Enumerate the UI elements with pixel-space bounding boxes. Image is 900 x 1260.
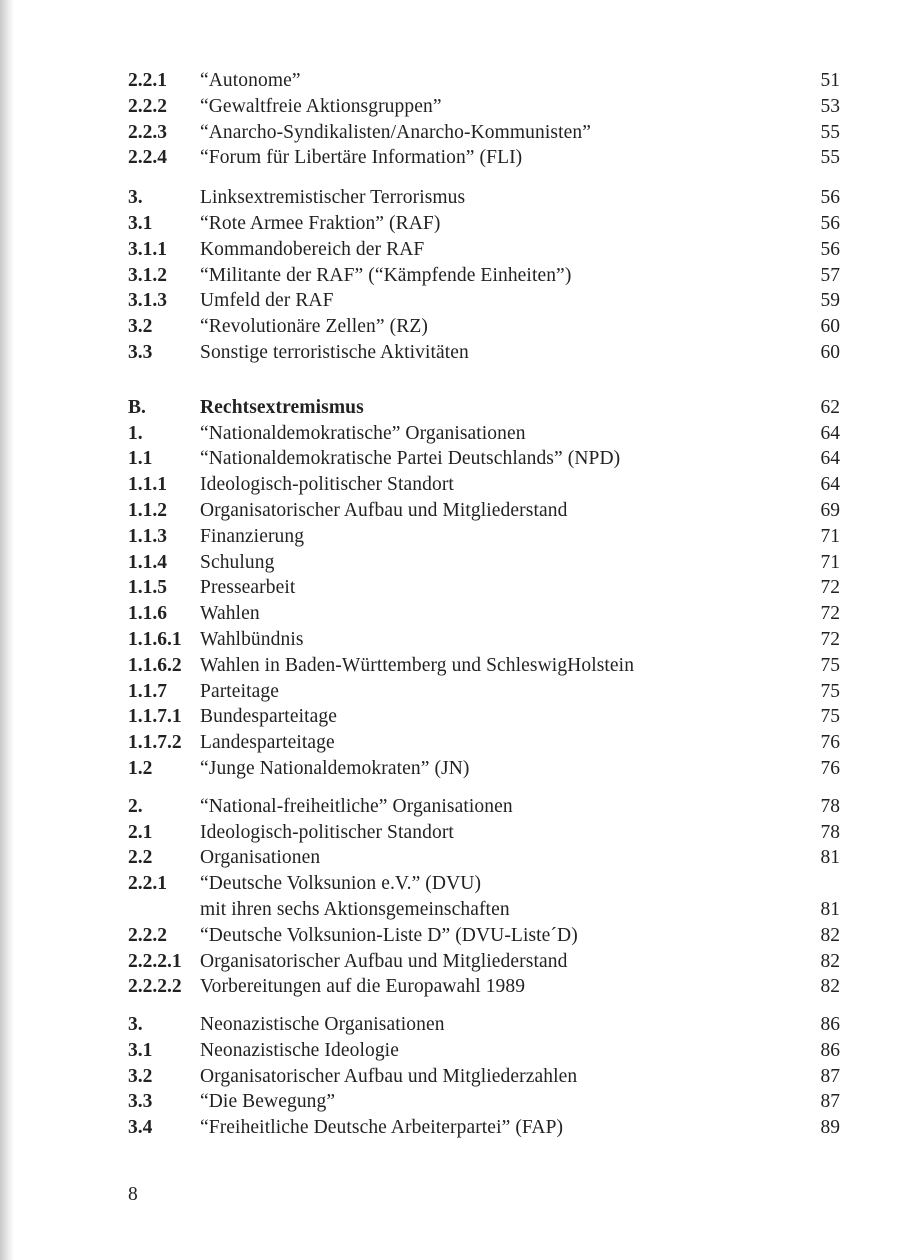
toc-entry-number: 2.2.1 xyxy=(128,70,167,91)
toc-entry-page: 75 xyxy=(820,680,840,702)
toc-entry-page: 55 xyxy=(820,121,840,143)
toc-entry-page: 82 xyxy=(820,976,840,998)
toc-entry xyxy=(128,1012,840,1038)
toc-entry-page: 56 xyxy=(820,238,840,260)
toc-entry-title: “Nationaldemokratische” Organisationen xyxy=(200,422,526,444)
toc-entry-number: 1.1.3 xyxy=(128,525,167,547)
toc-entry xyxy=(128,923,840,949)
scan-edge-shadow xyxy=(0,0,14,1260)
toc-entry-number: 3. xyxy=(128,187,143,209)
toc-entry-title: Ideologisch-politischer Standort xyxy=(200,474,454,496)
toc-entry-number: 2.2 xyxy=(128,847,153,869)
toc-entry-number: 1.1.6.1 xyxy=(128,628,182,650)
toc-entry-page: 87 xyxy=(820,1091,840,1113)
toc-entry-number: 1.1.2 xyxy=(128,499,167,521)
toc-entry-number: 1.1.7.2 xyxy=(128,732,182,754)
toc-entry-title: “Rote Armee Fraktion” (RAF) xyxy=(200,212,441,234)
toc-entry-title: Organisatorischer Aufbau und Mitgliederstand xyxy=(200,950,568,972)
toc-entry-page: 72 xyxy=(820,603,840,625)
toc-entry xyxy=(128,679,840,705)
toc-entry-page: 64 xyxy=(820,422,840,444)
toc-entry-page: 71 xyxy=(820,551,840,573)
toc-entry-number: 3.1.3 xyxy=(128,290,167,312)
toc-entry xyxy=(128,794,840,820)
toc-entry-page: 62 xyxy=(820,396,840,418)
toc-entry-page: 60 xyxy=(820,316,840,338)
page-number: 8 xyxy=(128,1184,138,1205)
toc-entry-title: “Autonome” xyxy=(200,70,301,91)
toc-entry-page: 89 xyxy=(820,1117,840,1139)
toc-entry xyxy=(128,820,840,846)
toc-entry xyxy=(128,550,840,576)
toc-group xyxy=(128,185,840,366)
toc-entry-title: Vorbereitungen auf die Europawahl 1989 xyxy=(200,976,526,998)
toc-entry xyxy=(128,1038,840,1064)
toc-entry-page: 59 xyxy=(820,290,840,312)
toc-entry-number: 1.1.1 xyxy=(128,474,167,496)
toc-entry-title: Organisationen xyxy=(200,847,321,869)
toc-entry-page: 78 xyxy=(820,795,840,817)
toc-entry xyxy=(128,185,840,211)
toc-entry-page: 75 xyxy=(820,706,840,728)
toc-entry-page: 69 xyxy=(820,499,840,521)
toc-entry-number: 3.2 xyxy=(128,1065,153,1087)
toc-entry-title: Rechtsextremismus xyxy=(200,396,364,418)
toc-entry-number: 1.1.7 xyxy=(128,680,167,702)
toc-entry-number: 1.1.6 xyxy=(128,603,167,625)
toc-entry xyxy=(128,704,840,730)
toc-entry xyxy=(128,446,840,472)
toc-entry-title: Wahlbündnis xyxy=(200,628,304,650)
toc-entry-number: 3.1.1 xyxy=(128,238,167,260)
toc-entry xyxy=(128,314,840,340)
toc-entry-title: “Militante der RAF” (“Kämpfende Einheiten”) xyxy=(200,264,572,286)
toc-entry-number: 2.2.2.1 xyxy=(128,950,182,972)
toc-entry xyxy=(128,120,840,146)
toc-entry-number: 1.1 xyxy=(128,448,153,470)
toc-entry xyxy=(128,627,840,653)
toc-entry-page: 75 xyxy=(820,654,840,676)
toc-entry xyxy=(128,1064,840,1090)
toc-entry-page: 71 xyxy=(820,525,840,547)
toc-entry xyxy=(128,897,840,923)
toc-entry-page: 51 xyxy=(820,70,840,91)
toc-entry-title: Ideologisch-politischer Standort xyxy=(200,821,454,843)
toc-entry-number: 2.2.2.2 xyxy=(128,976,182,998)
toc-entry xyxy=(128,421,840,447)
toc-entry xyxy=(128,756,840,782)
toc-entry xyxy=(128,211,840,237)
toc-entry-title: Sonstige terroristische Aktivitäten xyxy=(200,341,469,363)
toc-entry-page: 82 xyxy=(820,950,840,972)
toc-entry xyxy=(128,601,840,627)
toc-entry-number: 2. xyxy=(128,795,143,817)
toc-entry-number: 1.1.5 xyxy=(128,577,167,599)
toc-entry xyxy=(128,263,840,289)
toc-entry-number: 3.3 xyxy=(128,341,153,363)
toc-entry xyxy=(128,974,840,1000)
toc-entry-title: “Junge Nationaldemokraten” (JN) xyxy=(200,757,470,779)
toc-entry xyxy=(128,730,840,756)
toc-entry-page: 64 xyxy=(820,448,840,470)
toc-entry-number: 2.2.2 xyxy=(128,95,167,117)
toc-entry-page: 81 xyxy=(820,898,840,920)
toc-entry-title: Organisatorischer Aufbau und Mitgliederstand xyxy=(200,499,568,521)
toc-entry xyxy=(128,395,840,421)
toc-entry xyxy=(128,1089,840,1115)
toc-entry xyxy=(128,871,840,897)
toc-entry-title: Umfeld der RAF xyxy=(200,290,334,312)
toc-entry-page: 72 xyxy=(820,577,840,599)
toc-entry-title: “Nationaldemokratische Partei Deutschlands” (NPD) xyxy=(200,448,621,470)
toc-entry-page: 76 xyxy=(820,732,840,754)
toc-entry xyxy=(128,237,840,263)
toc-entry-number: 1.2 xyxy=(128,757,153,779)
toc-entry-page: 87 xyxy=(820,1065,840,1087)
toc-entry-page: 86 xyxy=(820,1014,840,1036)
toc-entry-number: 3.3 xyxy=(128,1091,153,1113)
toc-entry-title: “Revolutionäre Zellen” (RZ) xyxy=(200,316,428,338)
toc-entry-number: 2.2.2 xyxy=(128,924,167,946)
toc-entry-page: 60 xyxy=(820,341,840,363)
toc-entry-number: 3.2 xyxy=(128,316,153,338)
toc-entry-title: “Deutsche Volksunion-Liste D” (DVU-Liste´D) xyxy=(200,924,578,946)
toc-entry-title: “Anarcho-Syndikalisten/Anarcho-Kommunisten” xyxy=(200,121,591,143)
toc-entry xyxy=(128,845,840,871)
toc-entry xyxy=(128,288,840,314)
toc-entry xyxy=(128,653,840,679)
toc-group xyxy=(128,68,840,171)
toc-entry-title: “National-freiheitliche” Organisationen xyxy=(200,795,513,817)
toc-entry-title: Landesparteitage xyxy=(200,732,335,754)
toc-entry-page: 64 xyxy=(820,474,840,496)
toc-entry-number: 3.1 xyxy=(128,212,153,234)
toc-entry xyxy=(128,145,840,171)
toc-entry xyxy=(128,524,840,550)
toc-entry-page: 78 xyxy=(820,821,840,843)
toc-entry-page: 55 xyxy=(820,147,840,169)
toc-entry-title: Wahlen xyxy=(200,603,260,625)
toc-entry xyxy=(128,94,840,120)
toc-entry-number: 1.1.7.1 xyxy=(128,706,182,728)
toc-entry-title: Neonazistische Organisationen xyxy=(200,1014,445,1036)
toc-entry-title: Schulung xyxy=(200,551,275,573)
toc-entry-page: 82 xyxy=(820,924,840,946)
toc-entry-number: 2.2.4 xyxy=(128,147,167,169)
toc-entry-page: 81 xyxy=(820,847,840,869)
toc-entry-page: 57 xyxy=(820,264,840,286)
toc-entry-page: 56 xyxy=(820,187,840,209)
toc-entry-number: 1.1.6.2 xyxy=(128,654,182,676)
toc-entry-number: 2.2.3 xyxy=(128,121,167,143)
toc-group xyxy=(128,395,840,782)
toc-entry-title: “Freiheitliche Deutsche Arbeiterpartei” (FAP) xyxy=(200,1117,564,1139)
toc-entry xyxy=(128,472,840,498)
toc-entry-number: 2.2.1 xyxy=(128,873,167,895)
toc-entry-title: “Deutsche Volksunion e.V.” (DVU) xyxy=(200,873,482,895)
toc-entry-page: 76 xyxy=(820,757,840,779)
toc-entry-page: 86 xyxy=(820,1039,840,1061)
toc-entry-number: 3.4 xyxy=(128,1117,153,1139)
toc-entry-title: Neonazistische Ideologie xyxy=(200,1039,399,1061)
toc-entry-title: Parteitage xyxy=(200,680,279,702)
toc-entry-number: 3. xyxy=(128,1014,143,1036)
toc-entry xyxy=(128,949,840,975)
toc-entry-number: 3.1.2 xyxy=(128,264,167,286)
toc-entry-title: Pressearbeit xyxy=(200,577,296,599)
toc-entry xyxy=(128,498,840,524)
toc-entry-number: 3.1 xyxy=(128,1039,153,1061)
toc-entry-title: Kommandobereich der RAF xyxy=(200,238,425,260)
toc-group xyxy=(128,1012,840,1141)
toc-entry xyxy=(128,575,840,601)
table-of-contents xyxy=(128,68,840,1163)
toc-entry-page: 72 xyxy=(820,628,840,650)
toc-entry-number: 2.1 xyxy=(128,821,153,843)
toc-group xyxy=(128,794,840,1000)
toc-entry-number: B. xyxy=(128,396,146,418)
toc-entry-page: 53 xyxy=(820,95,840,117)
toc-entry-title: Finanzierung xyxy=(200,525,305,547)
toc-entry xyxy=(128,340,840,366)
toc-entry-number: 1. xyxy=(128,422,143,444)
toc-entry-title: Bundesparteitage xyxy=(200,706,337,728)
toc-entry xyxy=(128,68,840,94)
toc-entry-title: “Forum für Libertäre Information” (FLI) xyxy=(200,147,523,169)
toc-entry-title: Wahlen in Baden-Württemberg und SchleswigHolstein xyxy=(200,654,635,676)
toc-entry xyxy=(128,1115,840,1141)
toc-entry-title: mit ihren sechs Aktionsgemeinschaften xyxy=(200,898,510,920)
toc-entry-title: Organisatorischer Aufbau und Mitgliederzahlen xyxy=(200,1065,578,1087)
toc-entry-title: “Gewaltfreie Aktionsgruppen” xyxy=(200,95,442,117)
toc-entry-title: Linksextremistischer Terrorismus xyxy=(200,187,466,209)
toc-entry-title: “Die Bewegung” xyxy=(200,1091,336,1113)
toc-entry-number: 1.1.4 xyxy=(128,551,167,573)
toc-entry-page: 56 xyxy=(820,212,840,234)
